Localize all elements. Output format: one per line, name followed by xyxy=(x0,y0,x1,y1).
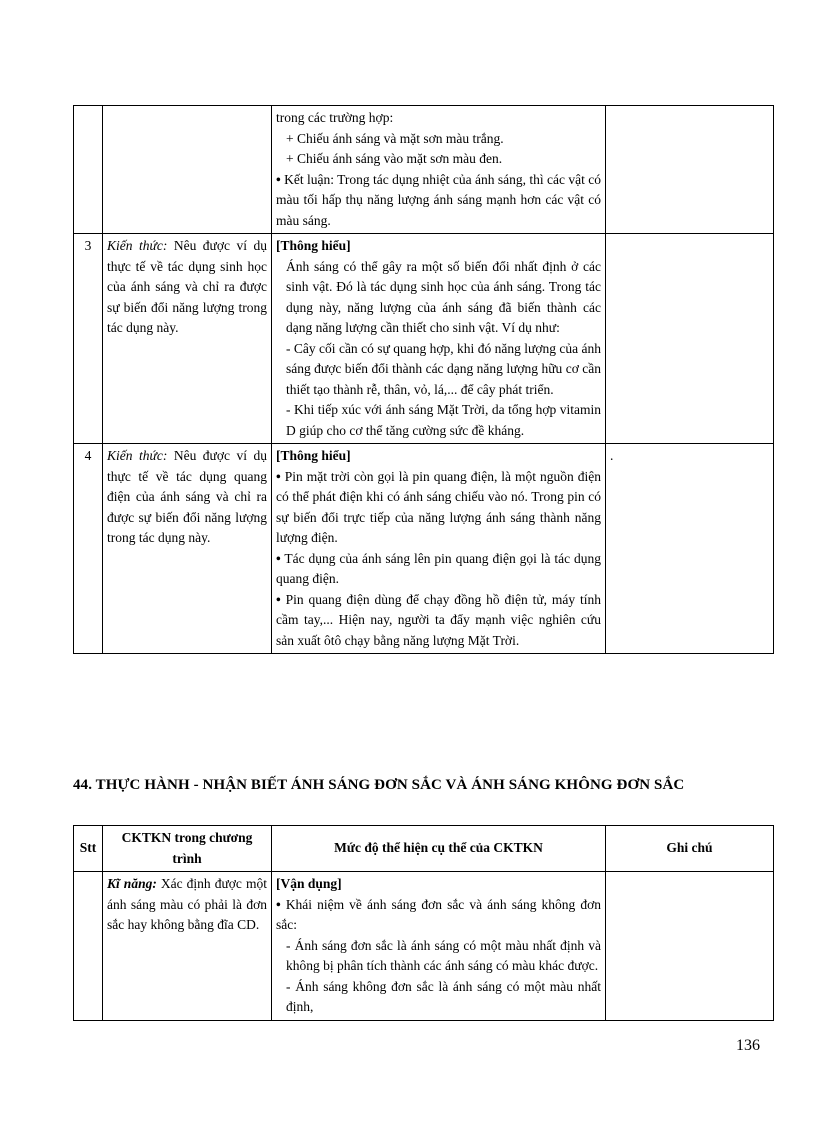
bullet-text: Pin quang điện dùng để chạy đồng hồ điện tử, máy tính cầm tay,... Hiện nay, người ta đẩy mạnh việc nghiên cứu sản xuất ôtô chạy bằng năng lượng Mặt Trời. xyxy=(276,591,602,648)
level-cell xyxy=(272,872,606,1021)
conclusion-item xyxy=(276,170,601,232)
stt-cell xyxy=(74,106,103,234)
text-line: + Chiếu ánh sáng và mặt sơn màu trắng. xyxy=(286,130,504,146)
level-cell xyxy=(272,234,606,444)
table-row xyxy=(74,872,774,1021)
bullet-item xyxy=(276,549,601,590)
bullet-icon: • xyxy=(276,468,281,484)
text-line: + Chiếu ánh sáng vào mặt sơn màu đen. xyxy=(286,151,503,166)
level-tag: [Thông hiểu] xyxy=(276,448,351,463)
paragraph: - Cây cối cần có sự quang hợp, khi đó năng lượng của ánh sáng được biến đổi thành các dạng năng lượng hữu cơ cần thiết tạo thành rễ, thân, vỏ, lá,... để cây phát triển. xyxy=(286,340,601,397)
knowledge-label: Kiến thức: xyxy=(107,448,168,463)
bullet-item xyxy=(276,467,601,549)
table-criteria-continued xyxy=(73,105,774,654)
note-cell: . xyxy=(606,444,774,654)
conclusion-text: Kết luận: Trong tác dụng nhiệt của ánh sáng, thì các vật có màu tối hấp thụ năng lượng ánh sáng mạnh hơn các vật có màu sáng. xyxy=(276,171,602,228)
table-row xyxy=(74,444,774,654)
table-row xyxy=(74,234,774,444)
bullet-item xyxy=(276,895,601,936)
bullet-item xyxy=(276,590,601,652)
header-note: Ghi chú xyxy=(606,826,774,872)
skill-text: Xác định được một ánh sáng màu có phải là đơn sắc hay không bằng đĩa CD. xyxy=(107,876,267,932)
level-tag: [Thông hiểu] xyxy=(276,238,351,253)
table-criteria xyxy=(73,825,774,1021)
knowledge-text: Nêu được ví dụ thực tế về tác dụng quang điện của ánh sáng và chỉ ra được sự biến đổi năng lượng trong tác dụng này. xyxy=(107,448,267,545)
text-line: trong các trường hợp: xyxy=(276,110,394,125)
bullet-icon: • xyxy=(276,896,281,912)
paragraph: - Ánh sáng không đơn sắc là ánh sáng có một màu nhất định, xyxy=(286,978,601,1014)
cktkn-cell xyxy=(103,106,272,234)
knowledge-text: Nêu được ví dụ thực tế về tác dụng sinh học của ánh sáng và chỉ ra được sự biến đổi năng lượng trong tác dụng này. xyxy=(107,238,267,335)
stt-cell xyxy=(74,872,103,1021)
note-cell xyxy=(606,234,774,444)
header-stt: Stt xyxy=(74,826,103,872)
bullet-icon: • xyxy=(276,171,281,187)
section-title: 44. THỰC HÀNH - NHẬN BIẾT ÁNH SÁNG ĐƠN SẮC VÀ ÁNH SÁNG KHÔNG ĐƠN SẮC xyxy=(73,777,685,793)
bullet-text: Pin mặt trời còn gọi là pin quang điện, là một nguồn điện có thể phát điện khi có ánh sáng chiếu vào nó. Trong pin có sự biến đổi trực tiếp của năng lượng ánh sáng thành năng lượng điện. xyxy=(276,468,601,545)
level-tag: [Vận dụng] xyxy=(276,876,342,891)
paragraph: - Khi tiếp xúc với ánh sáng Mặt Trời, da tổng hợp vitamin D giúp cho cơ thể tăng cường sức đề kháng. xyxy=(286,402,601,438)
table-row xyxy=(74,106,774,234)
bullet-icon: • xyxy=(276,591,281,607)
skill-label: Kĩ năng: xyxy=(107,876,157,891)
bullet-text: Khái niệm về ánh sáng đơn sắc và ánh sáng không đơn sắc: xyxy=(276,896,602,932)
header-cktkn: CKTKN trong chương trình xyxy=(103,826,272,872)
level-cell xyxy=(272,106,606,234)
stt-cell: 3 xyxy=(74,234,103,444)
table-header-row xyxy=(74,826,774,872)
cktkn-cell xyxy=(103,234,272,444)
bullet-text: Tác dụng của ánh sáng lên pin quang điện gọi là tác dụng quang điện. xyxy=(276,550,601,586)
knowledge-label: Kiến thức: xyxy=(107,238,168,253)
note-cell xyxy=(606,872,774,1021)
bullet-icon: • xyxy=(276,550,281,566)
page-number: 136 xyxy=(736,1037,760,1054)
level-cell xyxy=(272,444,606,654)
cktkn-cell xyxy=(103,872,272,1021)
header-level: Mức độ thể hiện cụ thể của CKTKN xyxy=(272,826,606,872)
note-cell xyxy=(606,106,774,234)
stt-cell: 4 xyxy=(74,444,103,654)
paragraph: - Ánh sáng đơn sắc là ánh sáng có một màu nhất định và không bị phân tích thành các ánh sáng có màu khác được. xyxy=(286,937,601,973)
cktkn-cell xyxy=(103,444,272,654)
paragraph: Ánh sáng có thể gây ra một số biến đổi nhất định ở các sinh vật. Đó là tác dụng sinh học của ánh sáng. Trong tác dụng này, năng lượng của ánh sáng đã biến thành các dạng năng lượng cần thiết cho sinh vật. Ví dụ như: xyxy=(286,258,601,335)
